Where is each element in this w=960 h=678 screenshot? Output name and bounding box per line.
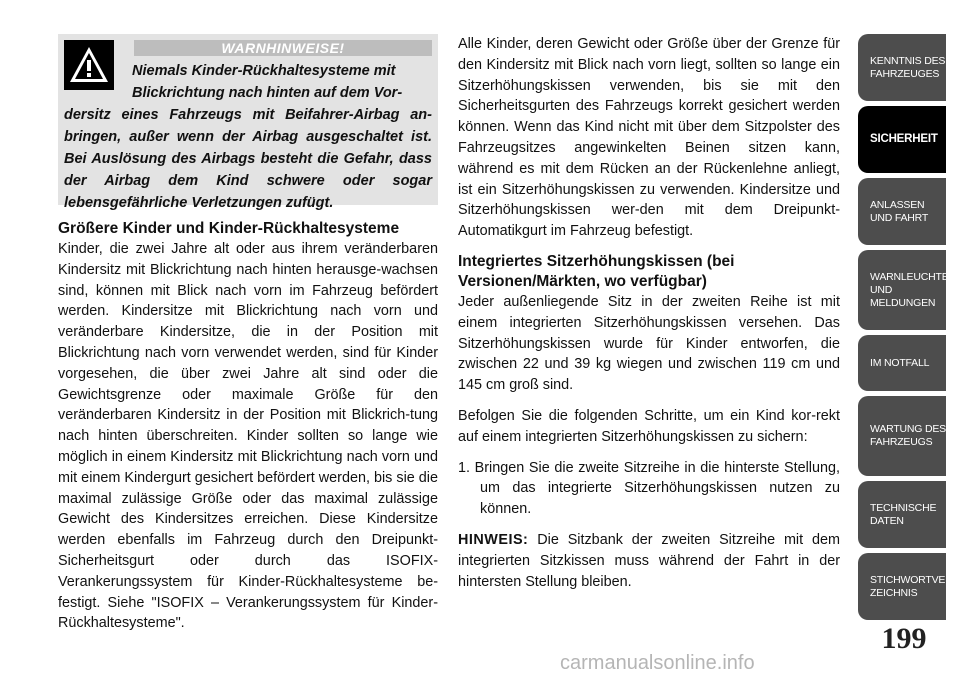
tab-label: TECHNISCHE DATEN: [870, 501, 937, 527]
right-column: [458, 34, 840, 602]
watermark: carmanualsonline.info: [560, 652, 755, 674]
chapter-tabs: [858, 34, 956, 625]
tab-label: WARNLEUCHTEN UND MELDUNGEN: [870, 270, 956, 309]
warning-triangle-icon: [64, 40, 114, 90]
section-heading-integrated-booster: Integriertes Sitzerhöhungskissen (bei Versionen/Märkten, wo verfügbar): [458, 252, 735, 290]
tab-label: ANLASSEN UND FAHRT: [870, 198, 929, 224]
step-1: 1. Bringen Sie die zweite Sitzreihe in die hinterste Stellung, um das integrierte Sitzerhöhungskissen nutzen zu können.: [458, 459, 840, 518]
warning-line-1: Niemals Kinder-Rückhaltesysteme mit: [132, 63, 396, 79]
warning-line-rest: dersitz eines Fahrzeugs mit Beifahrer-Airbag an-bringen, außer wenn der Airbag ausgeschaltet ist. Bei Auslösung des Airbags besteht die Gefahr, dass der Airbag dem Kind schwere oder sogar lebensgefährliche Verletzungen zufügt.: [64, 107, 432, 211]
tab-im-notfall[interactable]: [858, 335, 946, 391]
tab-technische-daten[interactable]: [858, 481, 946, 548]
paragraph-booster: Alle Kinder, deren Gewicht oder Größe über der Grenze für den Kindersitz mit Blick nach vorn liegt, sollten so lange ein Sitzerhöhungskissen verwenden, bis sie mit den Sicherheitsgurten des Fahrzeugs korrekt gesichert werden können. Wenn das Kind nicht mit über dem Sitzpolster des Fahrzeugsitzes angewinkelten Beinen sitzen kann, während es mit dem Rücken an der Rückenlehne anliegt, ist ein Sitzerhöhungskissen zu verwenden. Kindersitze und Sitzerhöhungskissen wer-den mit dem Dreipunkt-Automatikgurt im Fahrzeug befestigt.: [458, 36, 840, 240]
paragraph-steps-intro: Befolgen Sie die folgenden Schritte, um ein Kind kor-rekt auf einem integrierten Sitzerhöhungskissen zu sichern:: [458, 407, 840, 445]
tab-wartung-des-fahrzeugs[interactable]: [858, 396, 946, 476]
tab-label: KENNTNIS DES FAHRZEUGES: [870, 54, 946, 80]
section-heading-older-children: Größere Kinder und Kinder-Rückhaltesysteme: [58, 220, 400, 237]
tab-kenntnis-des-fahrzeuges[interactable]: [858, 34, 946, 101]
warning-box: [58, 34, 438, 211]
warning-line-2: Blickrichtung nach hinten auf dem Vor-: [132, 85, 403, 101]
tab-label: STICHWORTVER-ZEICHNIS: [870, 573, 956, 599]
tab-stichwortverzeichnis[interactable]: [858, 553, 956, 620]
page-number: 199: [881, 622, 927, 655]
tab-label: WARTUNG DES FAHRZEUGS: [870, 423, 946, 448]
paragraph-integrated-booster: Jeder außenliegende Sitz in der zweiten Reihe ist mit einem integrierten Sitzerhöhungskissen versehen. Das Sitzerhöhungskissen wurde für Kinder entworfen, die zwischen 22 und 39 kg wiegen und zwischen 119 cm und 145 cm groß sind.: [458, 293, 840, 394]
tab-anlassen-und-fahrt[interactable]: [858, 178, 946, 245]
warning-heading: WARNHINWEISE!: [134, 40, 432, 56]
tab-sicherheit[interactable]: [858, 106, 946, 173]
tab-warnleuchten-und-meldungen[interactable]: [858, 250, 956, 330]
note-label: HINWEIS:: [458, 531, 529, 548]
paragraph-older-children: Kinder, die zwei Jahre alt oder aus ihrem veränderbaren Kindersitz mit Blickrichtung nach hinten herausge-wachsen sind, können mit Blick nach vorn im Fahrzeug befördert werden. Kindersitze mit Blickrichtung nach vorn und veränderbare Kindersitze, die in der Position mit Blickrichtung nach vorn verwendet werden, sind für Kinder vorgesehen, die über zwei Jahre alt sind oder die Gewichtsgrenze oder maximale Größe für den veränderbaren Kindersitz in der Position mit Blickrich-tung nach hinten überschreiten. Kinder sollten so lange wie möglich in einem Kindersitz mit Blickrichtung nach vorn und mit einem Kindergurt gesichert befördert werden, bis sie die maximal zulässige Größe oder das maximal zulässige Gewicht des Kindersitzes erreichen. Diese Kindersitze werden ebenfalls im Fahrzeug durch den Dreipunkt-Sicherheitsgurt oder durch das ISOFIX-Verankerungssystem für Kinder-Rückhaltesysteme be-festigt. Siehe "ISOFIX – Verankerungssystem für Kinder-Rückhaltesysteme".: [58, 241, 438, 632]
note-text: Die Sitzbank der zweiten Sitzreihe mit dem integrierten Sitzkissen muss während der Fahrt in der hintersten Stellung bleiben.: [458, 531, 840, 590]
tab-label: IM NOTFALL: [870, 356, 930, 369]
left-column: [58, 34, 438, 634]
note: [458, 530, 840, 592]
tab-label: SICHERHEIT: [870, 133, 938, 145]
warning-text: [64, 60, 432, 214]
